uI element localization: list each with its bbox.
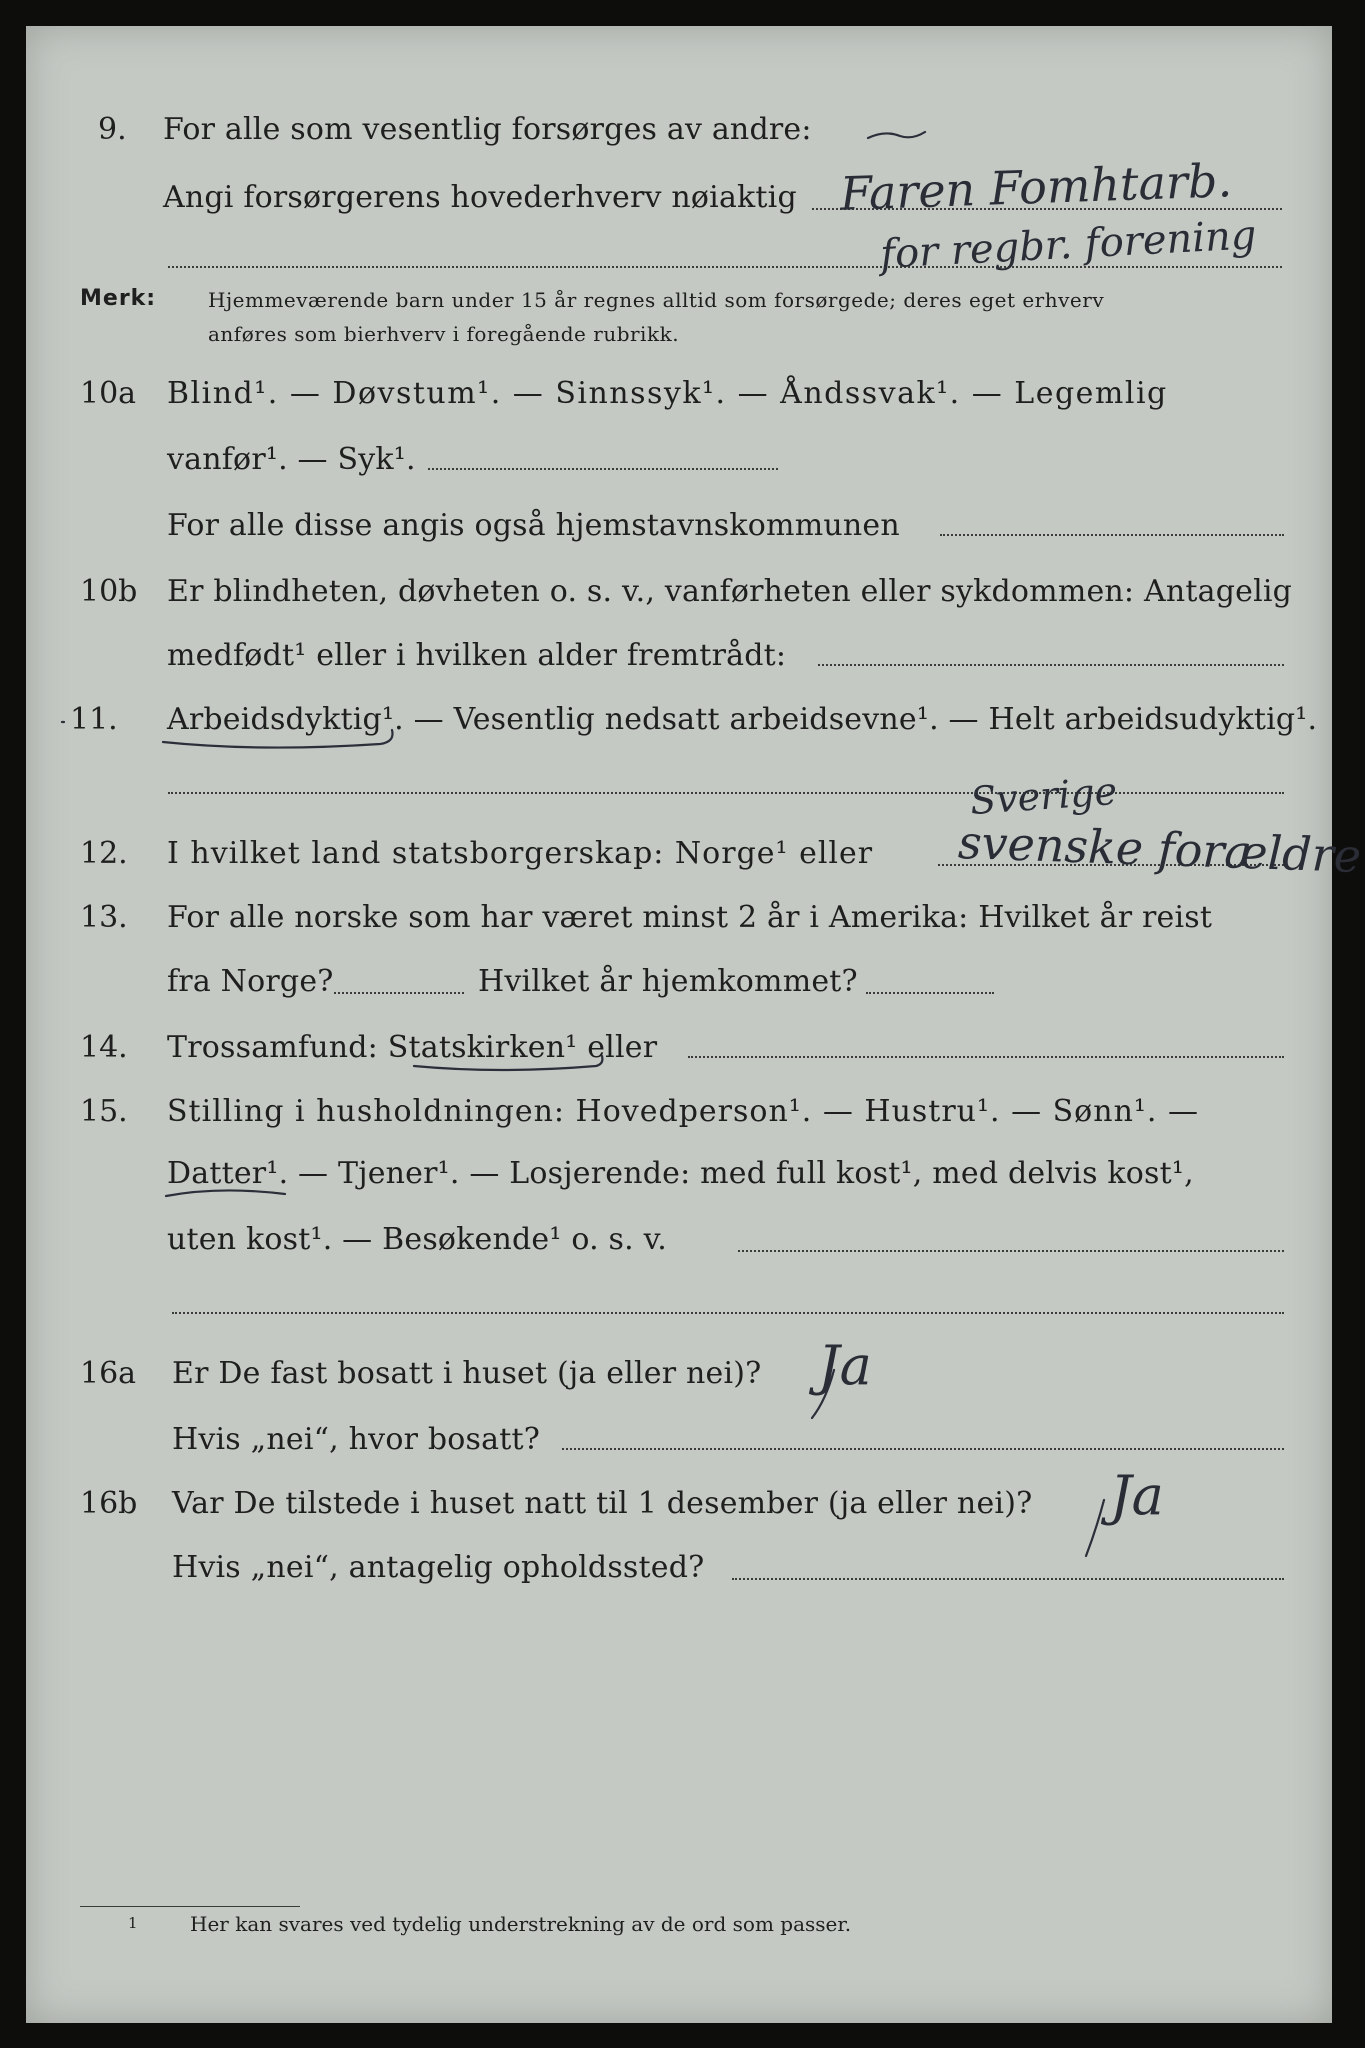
q9-line1: For alle som vesentlig forsørges av andre:	[163, 112, 812, 147]
q10b-line1: Er blindheten, døvheten o. s. v., vanførheten eller sykdommen: Antagelig	[167, 574, 1293, 609]
q16b-line2: Hvis „nei“, antagelig opholdssted?	[172, 1550, 705, 1585]
q16b-number: 16b	[80, 1486, 138, 1521]
q12-line1: I hvilket land statsborgerskap: Norge¹ eller	[167, 836, 874, 871]
q11-line1: Arbeidsdyktig¹. — Vesentlig nedsatt arbeidsevne¹. — Helt arbeidsudyktig¹.	[167, 702, 1318, 737]
q13-line1: For alle norske som har været minst 2 år i Amerika: Hvilket år reist	[167, 900, 1213, 935]
q13-number: 13.	[80, 900, 128, 935]
q10a-line3: For alle disse angis også hjemstavnskommunen	[167, 508, 900, 543]
q11-underline	[163, 730, 393, 748]
q9-handwritten-answer: Faren Fomhtarb.	[839, 153, 1233, 221]
q10a-line2: vanfør¹. — Syk¹.	[167, 442, 416, 477]
q10b-number: 10b	[80, 574, 138, 609]
q11-number: 11.	[70, 702, 118, 737]
footnote-text: Her kan svares ved tydelig understrekning av de ord som passer.	[190, 1912, 852, 1936]
q14-underline	[414, 1056, 602, 1070]
q9-dash-mark	[868, 132, 925, 138]
q12-handwritten-answer: svenske forældre	[957, 814, 1362, 884]
q16a-number: 16a	[80, 1356, 137, 1391]
q9-line2: Angi forsørgerens hovederhverv nøiaktig	[163, 180, 797, 215]
q12-handwritten-above: Sverige	[968, 768, 1119, 824]
q13-line2a: fra Norge?	[167, 964, 334, 999]
q16b-line1: Var De tilstede i huset natt til 1 desember (ja eller nei)?	[172, 1486, 1033, 1521]
q16a-line1: Er De fast bosatt i huset (ja eller nei)?	[172, 1356, 762, 1391]
q10b-line2: medfødt¹ eller i hvilken alder fremtrådt:	[167, 638, 787, 673]
q15-line1: Stilling i husholdningen: Hovedperson¹. — Hustru¹. — Sønn¹. —	[167, 1094, 1199, 1129]
q16b-handwritten-answer: Ja	[1110, 1464, 1164, 1527]
q12-number: 12.	[80, 836, 128, 871]
q14-line1: Trossamfund: Statskirken¹ eller	[167, 1030, 658, 1065]
q9-handwritten-answer-2: for regbr. forening	[879, 212, 1258, 278]
footnote-mark: 1	[128, 1914, 138, 1932]
q13-line2b: Hvilket år hjemkommet?	[478, 964, 858, 999]
q10a-line1: Blind¹. — Døvstum¹. — Sinnssyk¹. — Åndssvak¹. — Legemlig	[167, 376, 1168, 411]
q16a-handwritten-answer: Ja	[818, 1334, 872, 1397]
q10a-number: 10a	[80, 376, 137, 411]
q14-number: 14.	[80, 1030, 128, 1065]
q16a-line2: Hvis „nei“, hvor bosatt?	[172, 1422, 541, 1457]
merk-line2: anføres som bierhverv i foregående rubrikk.	[208, 322, 680, 346]
q15-number: 15.	[80, 1094, 128, 1129]
q9-number: 9.	[98, 112, 127, 147]
merk-label: Merk:	[80, 286, 157, 311]
q16b-stroke	[1086, 1500, 1104, 1556]
merk-line1: Hjemmeværende barn under 15 år regnes alltid som forsørgede; deres eget erhverv	[208, 288, 1105, 312]
q15-underline	[166, 1190, 285, 1196]
q15-line2: Datter¹. — Tjener¹. — Losjerende: med full kost¹, med delvis kost¹,	[167, 1156, 1194, 1191]
q16a-stroke	[812, 1370, 834, 1418]
q15-line3: uten kost¹. — Besøkende¹ o. s. v.	[167, 1222, 667, 1257]
